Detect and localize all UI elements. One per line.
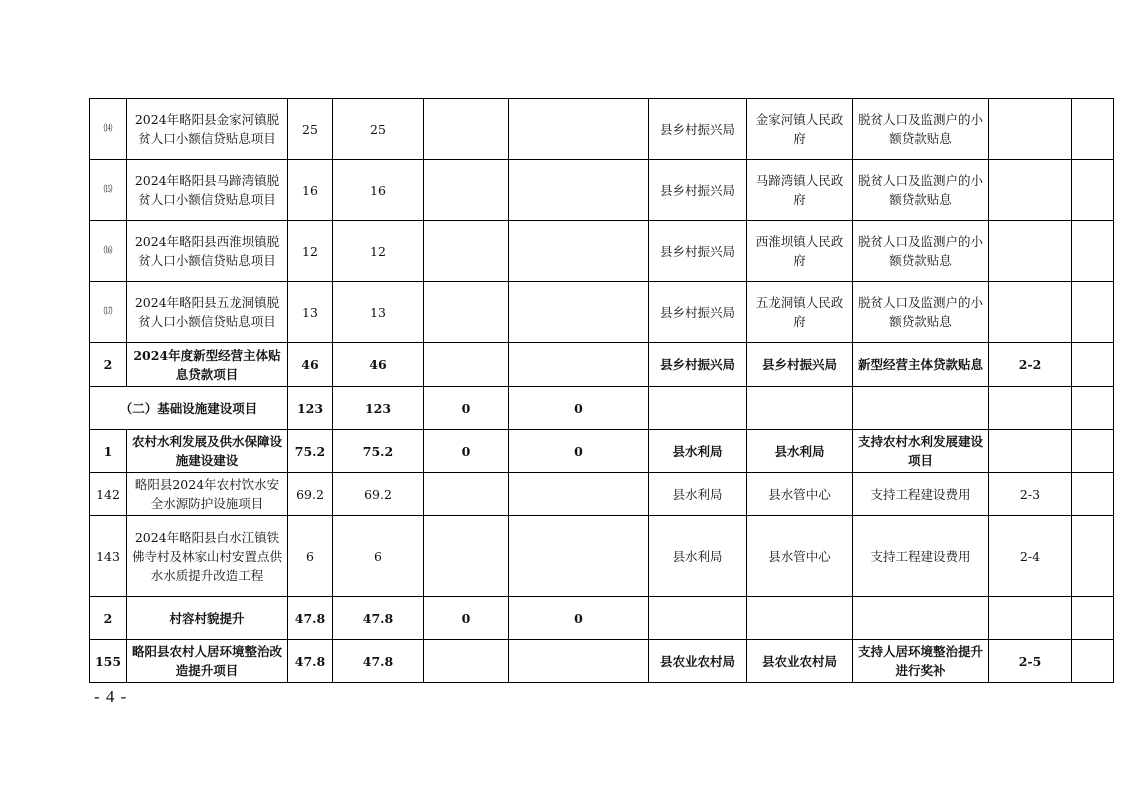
project-content: 支持工程建设费用 <box>853 516 989 597</box>
city-amount <box>509 160 649 221</box>
row-number: 142 <box>90 473 127 516</box>
note <box>1072 516 1114 597</box>
central-amount: 16 <box>333 160 424 221</box>
implementing-unit: 马蹄湾镇人民政府 <box>747 160 853 221</box>
code <box>989 160 1072 221</box>
code: 2-2 <box>989 343 1072 387</box>
code <box>989 221 1072 282</box>
city-amount <box>509 516 649 597</box>
project-name: 2024年略阳县金家河镇脱贫人口小额信贷贴息项目 <box>127 99 288 160</box>
table-row <box>90 473 1114 516</box>
total-amount: 123 <box>288 387 333 430</box>
note <box>1072 430 1114 473</box>
note <box>1072 160 1114 221</box>
central-amount: 47.8 <box>333 640 424 683</box>
total-amount: 75.2 <box>288 430 333 473</box>
department: 县农业农村局 <box>649 640 747 683</box>
province-amount <box>424 640 509 683</box>
table-row <box>90 343 1114 387</box>
row-number: ⒁ <box>90 99 127 160</box>
code: 2-3 <box>989 473 1072 516</box>
department: 县乡村振兴局 <box>649 282 747 343</box>
city-amount <box>509 221 649 282</box>
total-amount: 13 <box>288 282 333 343</box>
central-amount: 47.8 <box>333 597 424 640</box>
central-amount: 6 <box>333 516 424 597</box>
total-amount: 25 <box>288 99 333 160</box>
table-row <box>90 640 1114 683</box>
department: 县乡村振兴局 <box>649 160 747 221</box>
project-name: 村容村貌提升 <box>127 597 288 640</box>
implementing-unit <box>747 597 853 640</box>
table-row <box>90 99 1114 160</box>
central-amount: 46 <box>333 343 424 387</box>
project-content: 支持人居环境整治提升进行奖补 <box>853 640 989 683</box>
note <box>1072 343 1114 387</box>
total-amount: 46 <box>288 343 333 387</box>
province-amount <box>424 516 509 597</box>
province-amount <box>424 221 509 282</box>
province-amount <box>424 160 509 221</box>
project-name: 2024年略阳县西淮坝镇脱贫人口小额信贷贴息项目 <box>127 221 288 282</box>
province-amount: 0 <box>424 387 509 430</box>
project-content: 支持工程建设费用 <box>853 473 989 516</box>
central-amount: 12 <box>333 221 424 282</box>
note <box>1072 640 1114 683</box>
implementing-unit: 县水利局 <box>747 430 853 473</box>
total-amount: 12 <box>288 221 333 282</box>
code <box>989 387 1072 430</box>
project-name: 2024年略阳县五龙洞镇脱贫人口小额信贷贴息项目 <box>127 282 288 343</box>
code <box>989 430 1072 473</box>
city-amount <box>509 343 649 387</box>
central-amount: 13 <box>333 282 424 343</box>
department <box>649 597 747 640</box>
page-number: - 4 - <box>94 687 128 706</box>
total-amount: 69.2 <box>288 473 333 516</box>
city-amount: 0 <box>509 430 649 473</box>
note <box>1072 99 1114 160</box>
department: 县乡村振兴局 <box>649 99 747 160</box>
row-number: 155 <box>90 640 127 683</box>
province-amount <box>424 99 509 160</box>
note <box>1072 597 1114 640</box>
department: 县水利局 <box>649 516 747 597</box>
note <box>1072 473 1114 516</box>
city-amount: 0 <box>509 387 649 430</box>
note <box>1072 282 1114 343</box>
row-number: ⒂ <box>90 160 127 221</box>
project-content: 新型经营主体贷款贴息 <box>853 343 989 387</box>
table-row <box>90 160 1114 221</box>
project-name: 农村水利发展及供水保障设施建设建设 <box>127 430 288 473</box>
central-amount: 75.2 <box>333 430 424 473</box>
central-amount: 69.2 <box>333 473 424 516</box>
row-number: 2 <box>90 343 127 387</box>
section-label: （二）基础设施建设项目 <box>90 387 288 430</box>
code <box>989 282 1072 343</box>
implementing-unit: 县水管中心 <box>747 473 853 516</box>
total-amount: 47.8 <box>288 597 333 640</box>
implementing-unit: 县乡村振兴局 <box>747 343 853 387</box>
project-name: 略阳县2024年农村饮水安全水源防护设施项目 <box>127 473 288 516</box>
province-amount <box>424 282 509 343</box>
city-amount <box>509 640 649 683</box>
department <box>649 387 747 430</box>
code: 2-5 <box>989 640 1072 683</box>
project-content: 脱贫人口及监测户的小额贷款贴息 <box>853 282 989 343</box>
project-content: 脱贫人口及监测户的小额贷款贴息 <box>853 99 989 160</box>
section-header-row <box>90 387 1114 430</box>
total-amount: 47.8 <box>288 640 333 683</box>
budget-table <box>89 98 1114 683</box>
implementing-unit: 金家河镇人民政府 <box>747 99 853 160</box>
note <box>1072 387 1114 430</box>
central-amount: 123 <box>333 387 424 430</box>
project-name: 2024年度新型经营主体贴息贷款项目 <box>127 343 288 387</box>
code <box>989 99 1072 160</box>
project-content <box>853 387 989 430</box>
implementing-unit <box>747 387 853 430</box>
row-number: ⒃ <box>90 221 127 282</box>
department: 县水利局 <box>649 430 747 473</box>
project-content: 支持农村水利发展建设项目 <box>853 430 989 473</box>
row-number: 143 <box>90 516 127 597</box>
table-row <box>90 597 1114 640</box>
implementing-unit: 西淮坝镇人民政府 <box>747 221 853 282</box>
row-number: ⒄ <box>90 282 127 343</box>
project-name: 2024年略阳县白水江镇铁佛寺村及林家山村安置点供水水质提升改造工程 <box>127 516 288 597</box>
city-amount <box>509 99 649 160</box>
project-content: 脱贫人口及监测户的小额贷款贴息 <box>853 221 989 282</box>
central-amount: 25 <box>333 99 424 160</box>
row-number: 2 <box>90 597 127 640</box>
table-row <box>90 282 1114 343</box>
province-amount: 0 <box>424 430 509 473</box>
code: 2-4 <box>989 516 1072 597</box>
row-number: 1 <box>90 430 127 473</box>
province-amount <box>424 343 509 387</box>
implementing-unit: 五龙洞镇人民政府 <box>747 282 853 343</box>
project-content <box>853 597 989 640</box>
city-amount: 0 <box>509 597 649 640</box>
department: 县乡村振兴局 <box>649 221 747 282</box>
project-content: 脱贫人口及监测户的小额贷款贴息 <box>853 160 989 221</box>
implementing-unit: 县水管中心 <box>747 516 853 597</box>
province-amount <box>424 473 509 516</box>
code <box>989 597 1072 640</box>
province-amount: 0 <box>424 597 509 640</box>
table-row <box>90 221 1114 282</box>
project-name: 2024年略阳县马蹄湾镇脱贫人口小额信贷贴息项目 <box>127 160 288 221</box>
note <box>1072 221 1114 282</box>
total-amount: 6 <box>288 516 333 597</box>
city-amount <box>509 473 649 516</box>
total-amount: 16 <box>288 160 333 221</box>
table-row <box>90 430 1114 473</box>
city-amount <box>509 282 649 343</box>
department: 县水利局 <box>649 473 747 516</box>
implementing-unit: 县农业农村局 <box>747 640 853 683</box>
department: 县乡村振兴局 <box>649 343 747 387</box>
table-row <box>90 516 1114 597</box>
project-name: 略阳县农村人居环境整治改造提升项目 <box>127 640 288 683</box>
